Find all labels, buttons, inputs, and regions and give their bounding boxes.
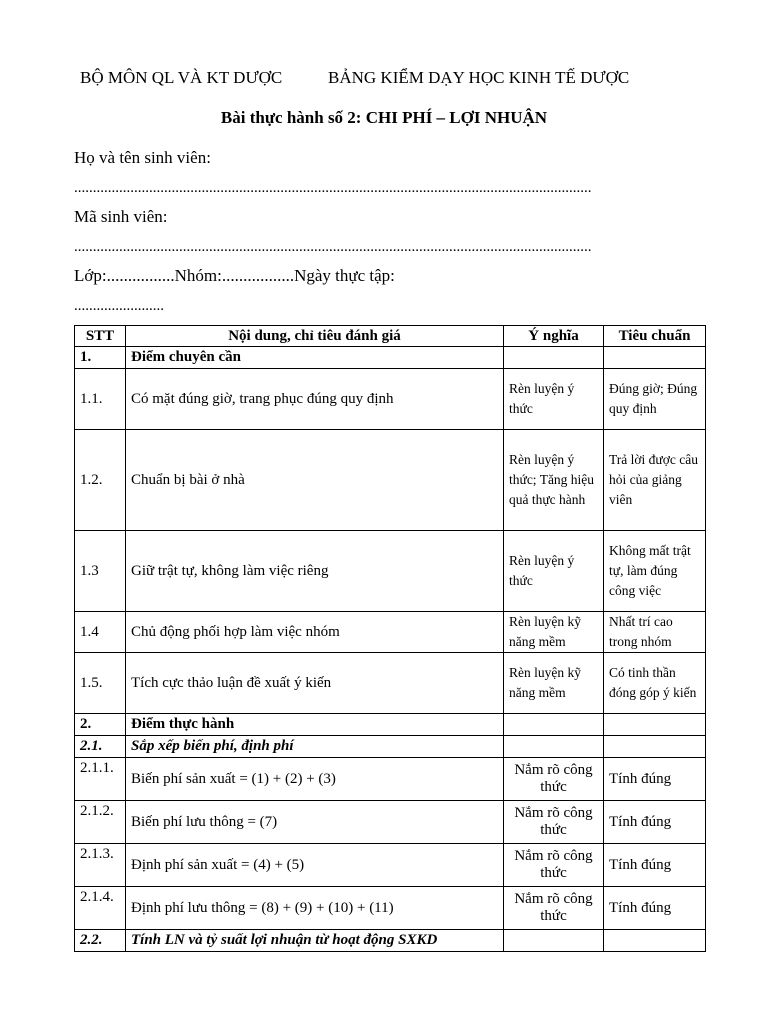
row-standard: Nhất trí cao trong nhóm xyxy=(604,612,706,653)
table-row xyxy=(75,369,706,430)
row-content: Điểm thực hành xyxy=(126,714,504,736)
header-content: Nội dung, chỉ tiêu đánh giá xyxy=(126,326,504,347)
row-content: Chủ động phối hợp làm việc nhóm xyxy=(126,612,504,653)
row-meaning: Rèn luyện ý thức; Tăng hiệu quả thực hành xyxy=(504,430,604,531)
row-standard: Tính đúng xyxy=(604,844,706,887)
row-meaning: Rèn luyện kỹ năng mềm xyxy=(504,653,604,714)
department-name: BỘ MÔN QL VÀ KT DƯỢC xyxy=(80,68,283,87)
row-content: Biến phí lưu thông = (7) xyxy=(126,801,504,844)
row-stt: 2.1.1. xyxy=(75,758,126,801)
row-standard xyxy=(604,930,706,952)
header-standard: Tiêu chuẩn xyxy=(604,326,706,347)
student-name-label: Họ và tên sinh viên: xyxy=(74,148,211,167)
document-title: BẢNG KIỂM DẠY HỌC KINH TẾ DƯỢC xyxy=(328,68,630,87)
row-standard: Không mất trật tự, làm đúng công việc xyxy=(604,531,706,612)
row-stt: 1.2. xyxy=(75,430,126,531)
row-content: Có mặt đúng giờ, trang phục đúng quy định xyxy=(126,369,504,430)
evaluation-table xyxy=(74,325,706,952)
row-meaning xyxy=(504,736,604,758)
table-row xyxy=(75,653,706,714)
row-standard: Tính đúng xyxy=(604,801,706,844)
row-standard: Trả lời được câu hỏi của giảng viên xyxy=(604,430,706,531)
row-stt: 2.1.3. xyxy=(75,844,126,887)
row-standard: Tính đúng xyxy=(604,758,706,801)
header-stt: STT xyxy=(75,326,126,347)
row-meaning: Nắm rõ công thức xyxy=(504,758,604,801)
row-stt: 1.3 xyxy=(75,531,126,612)
row-content: Tính LN và tỷ suất lợi nhuận từ hoạt động SXKD xyxy=(126,930,504,952)
row-stt: 2.1.4. xyxy=(75,887,126,930)
table-row xyxy=(75,531,706,612)
row-content: Giữ trật tự, không làm việc riêng xyxy=(126,531,504,612)
table-row xyxy=(75,801,706,844)
row-content: Định phí lưu thông = (8) + (9) + (10) + (11) xyxy=(126,887,504,930)
row-standard: Đúng giờ; Đúng quy định xyxy=(604,369,706,430)
row-meaning: Nắm rõ công thức xyxy=(504,801,604,844)
table-row xyxy=(75,430,706,531)
row-content: Sắp xếp biến phí, định phí xyxy=(126,736,504,758)
table-header-row xyxy=(75,326,706,347)
row-content: Chuẩn bị bài ở nhà xyxy=(126,430,504,531)
row-meaning xyxy=(504,930,604,952)
row-meaning: Nắm rõ công thức xyxy=(504,887,604,930)
row-standard: Có tinh thần đóng góp ý kiến xyxy=(604,653,706,714)
row-stt: 2. xyxy=(75,714,126,736)
row-stt: 2.1. xyxy=(75,736,126,758)
row-meaning: Rèn luyện kỹ năng mềm xyxy=(504,612,604,653)
date-field: ........................ xyxy=(74,298,164,314)
table-row xyxy=(75,844,706,887)
row-standard xyxy=(604,714,706,736)
row-standard xyxy=(604,736,706,758)
header-meaning: Ý nghĩa xyxy=(504,326,604,347)
row-stt: 1. xyxy=(75,347,126,369)
row-content: Định phí sản xuất = (4) + (5) xyxy=(126,844,504,887)
student-id-label: Mã sinh viên: xyxy=(74,207,168,226)
exercise-subtitle: Bài thực hành số 2: CHI PHÍ – LỢI NHUẬN xyxy=(220,108,548,127)
table-row xyxy=(75,347,706,369)
student-name-field: .......................................................................................................................................... xyxy=(74,180,592,196)
table-row xyxy=(75,930,706,952)
row-stt: 2.1.2. xyxy=(75,801,126,844)
row-standard xyxy=(604,347,706,369)
row-stt: 1.4 xyxy=(75,612,126,653)
class-group-date-line: Lớp:................Nhóm:.................Ngày thực tập: xyxy=(74,266,395,285)
table-row xyxy=(75,758,706,801)
table-row xyxy=(75,714,706,736)
row-stt: 1.1. xyxy=(75,369,126,430)
table-row xyxy=(75,612,706,653)
row-stt: 1.5. xyxy=(75,653,126,714)
row-meaning: Rèn luyện ý thức xyxy=(504,369,604,430)
row-standard: Tính đúng xyxy=(604,887,706,930)
row-meaning: Rèn luyện ý thức xyxy=(504,531,604,612)
row-meaning: Nắm rõ công thức xyxy=(504,844,604,887)
row-content: Tích cực thảo luận đề xuất ý kiến xyxy=(126,653,504,714)
row-content: Điểm chuyên cần xyxy=(126,347,504,369)
row-stt: 2.2. xyxy=(75,930,126,952)
row-content: Biến phí sản xuất = (1) + (2) + (3) xyxy=(126,758,504,801)
row-meaning xyxy=(504,347,604,369)
table-row xyxy=(75,887,706,930)
table-row xyxy=(75,736,706,758)
row-meaning xyxy=(504,714,604,736)
student-id-field: .......................................................................................................................................... xyxy=(74,239,592,255)
